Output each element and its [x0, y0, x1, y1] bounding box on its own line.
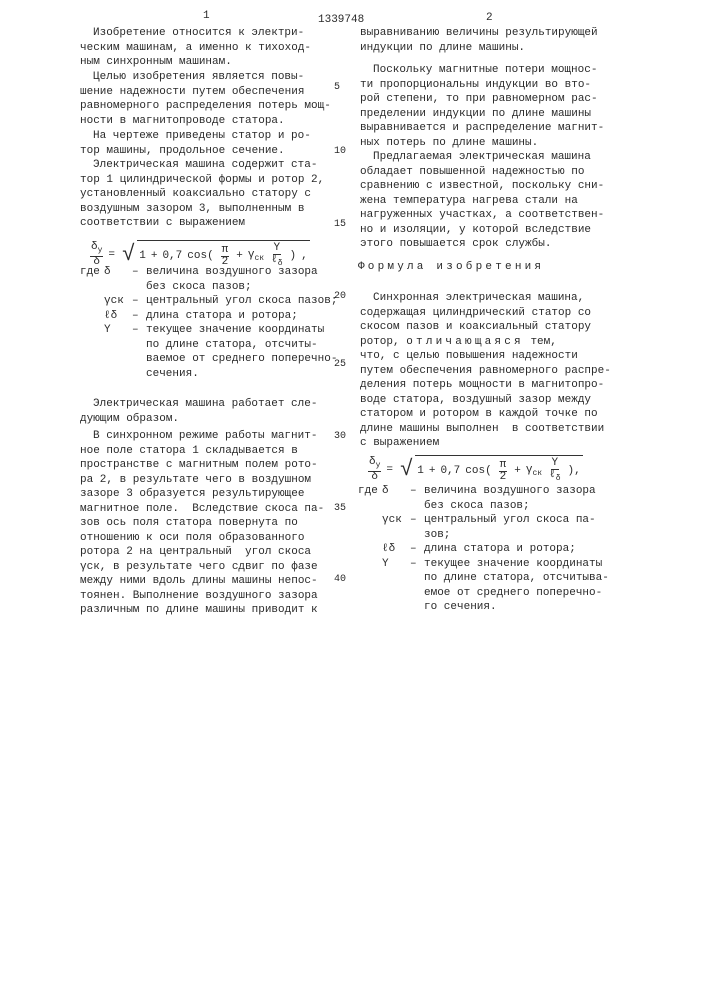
text-line: рой степени, то при равномерном рас- [360, 92, 604, 107]
where-label [80, 323, 104, 338]
definition-text: без скоса пазов; [80, 280, 337, 295]
definitions-left [80, 265, 337, 381]
text-line: сравнению с известной, поскольку сни- [360, 179, 604, 194]
dash: – [132, 309, 146, 324]
text-line: ных потерь по длине машины. [360, 136, 604, 151]
definition-item [358, 513, 609, 528]
sqrt-sign: √ [122, 244, 135, 266]
formula-left: δy δ = √ 1 + 0,7 cos( π 2 + γск Y ℓδ ) , [88, 240, 310, 269]
text-line: с выражением [360, 436, 611, 451]
column-number-right: 2 [486, 12, 493, 24]
text-line: ным синхронным машинам. [80, 55, 311, 70]
definition-text: без скоса пазов; [358, 499, 609, 514]
where-label [358, 557, 382, 572]
text-line: этого повышается срок службы. [360, 237, 604, 252]
definition-text: величина воздушного зазора [146, 265, 318, 280]
definition-text: по длине статора, отсчитыва- [358, 571, 609, 586]
where-label [80, 309, 104, 324]
text-line: Электрическая машина содержит ста- [80, 158, 324, 173]
definition-text: сечения. [80, 367, 337, 382]
text-line: Синхронная электрическая машина, [360, 291, 591, 306]
claim-text [360, 291, 591, 335]
formula-right: δy δ = √ 1 + 0,7 cos( π 2 + γск Y ℓδ ), [366, 455, 583, 484]
text-line: пределении индукции по длине машины [360, 107, 604, 122]
definition-text: длина статора и ротора; [146, 309, 298, 324]
fraction: δy δ [90, 242, 103, 268]
text-line: путем обеспечения равномерного распре- [360, 364, 611, 379]
definition-text: длина статора и ротора; [424, 542, 576, 557]
text-line: жена температура нагрева стали на [360, 194, 604, 209]
line-number: 35 [334, 503, 346, 514]
paragraph [80, 26, 311, 70]
definition-text: зов; [358, 528, 609, 543]
text-line: выравниванию величины результирующей [360, 26, 598, 41]
text-line: магнитное поле. Вследствие скоса па- [80, 502, 324, 517]
text-line: различным по длине машины приводит к [80, 603, 324, 618]
where-label: где [358, 484, 382, 499]
paragraph [80, 429, 324, 618]
column-number-left: 1 [203, 10, 210, 22]
dash: – [132, 265, 146, 280]
definition-item [358, 557, 609, 572]
text-line: тоянен. Выполнение воздушного зазора [80, 589, 324, 604]
symbol: ℓδ [382, 542, 410, 557]
text-line: На чертеже приведены статор и ро- [80, 129, 311, 144]
text-line: Изобретение относится к электри- [80, 26, 311, 41]
text-line: дующим образом. [80, 412, 317, 427]
line-number: 15 [334, 219, 346, 230]
definition-item [80, 265, 337, 280]
dash: – [410, 557, 424, 572]
definitions-right [358, 484, 609, 615]
text-line: выравнивается и распределение магнит- [360, 121, 604, 136]
paragraph [360, 150, 604, 252]
definition-text: по длине статора, отсчиты- [80, 338, 337, 353]
line-number: 20 [334, 291, 346, 302]
text-line: Электрическая машина работает сле- [80, 397, 317, 412]
claim-text [360, 349, 611, 451]
where-label [80, 294, 104, 309]
paragraph [80, 158, 324, 231]
paragraph [80, 129, 311, 158]
text-line: равномерного распределения потерь мощ- [80, 99, 331, 114]
text-line: между ними вдоль длины машины непос- [80, 574, 324, 589]
text-line: Предлагаемая электрическая машина [360, 150, 604, 165]
text-line: Поскольку магнитные потери мощнос- [360, 63, 604, 78]
text-line: отношению к оси поля образованного [80, 531, 324, 546]
text-line: скосом пазов и коаксиальный статору [360, 320, 591, 335]
definition-item [80, 323, 337, 338]
paragraph [80, 70, 331, 128]
text-line: ротора 2 на центральный угол скоса [80, 545, 324, 560]
text-line: установленный коаксиально статору с [80, 187, 324, 202]
definition-text: центральный угол скоса пазов; [146, 294, 337, 309]
text-line: тор 1 цилиндрической формы и ротор 2, [80, 173, 324, 188]
where-label [358, 513, 382, 528]
paragraph [80, 397, 317, 426]
text-line: зов ось поля статора повернута по [80, 516, 324, 531]
definition-text: го сечения. [358, 600, 609, 615]
text-line: ное поле статора 1 складывается в [80, 444, 324, 459]
dash: – [132, 323, 146, 338]
text-line: пространстве с магнитным полем рото- [80, 458, 324, 473]
text-line: ти пропорциональны индукции во вто- [360, 78, 604, 93]
text-line: нагруженных участках, а соответствен- [360, 208, 604, 223]
fraction: δy δ [368, 457, 381, 483]
definition-item [358, 542, 609, 557]
definition-text: ваемое от среднего поперечно- [80, 352, 337, 367]
text-line: содержащая цилиндрический статор со [360, 306, 591, 321]
text-line: статором и ротором в каждой точке по [360, 407, 611, 422]
dash: – [410, 513, 424, 528]
text-line: тор машины, продольное сечение. [80, 144, 311, 159]
dash: – [132, 294, 146, 309]
text-line: шение надежности путем обеспечения [80, 85, 331, 100]
text-line: воздушным зазором 3, выполненным в [80, 202, 324, 217]
text-line: зазоре 3 образуется результирующее [80, 487, 324, 502]
paragraph [360, 26, 598, 55]
where-label: где [80, 265, 104, 280]
symbol: γск [104, 294, 132, 309]
patent-number: 1339748 [318, 14, 364, 26]
text-line: ческим машинам, а именно к тихоход- [80, 41, 311, 56]
text-line: γск, в результате чего сдвиг по фазе [80, 560, 324, 575]
definition-item [358, 484, 609, 499]
text-line: обладает повышенной надежностью по [360, 165, 604, 180]
dash: – [410, 484, 424, 499]
line-number: 10 [334, 146, 346, 157]
symbol: δ [382, 484, 410, 499]
claim-line: ротор, отличающаяся тем, [360, 335, 557, 350]
text-line: что, с целью повышения надежности [360, 349, 611, 364]
definition-text: центральный угол скоса па- [424, 513, 596, 528]
definition-item [80, 309, 337, 324]
claims-heading: Формула изобретения [358, 261, 544, 273]
paragraph [360, 63, 604, 150]
text-line: индукции по длине машины. [360, 41, 598, 56]
dash: – [410, 542, 424, 557]
symbol: γск [382, 513, 410, 528]
text-line: В синхронном режиме работы магнит- [80, 429, 324, 444]
text-line: деления потерь мощности в магнитопро- [360, 378, 611, 393]
line-number: 30 [334, 431, 346, 442]
definition-text: емое от среднего поперечно- [358, 586, 609, 601]
sqrt-sign: √ [400, 459, 413, 481]
text-line: но и изоляции, у которой вследствие [360, 223, 604, 238]
symbol: Y [104, 323, 132, 338]
definition-text: текущее значение координаты [424, 557, 602, 572]
text-line: ра 2, в результате чего в воздушном [80, 473, 324, 488]
text-line: длине машины выполнен в соответствии [360, 422, 611, 437]
line-number: 5 [334, 82, 340, 93]
symbol: Y [382, 557, 410, 572]
definition-text: величина воздушного зазора [424, 484, 596, 499]
text-line: ности в магнитопроводе статора. [80, 114, 331, 129]
symbol: δ [104, 265, 132, 280]
text-line: воде статора, воздушный зазор между [360, 393, 611, 408]
text-line: соответствии с выражением [80, 216, 324, 231]
definition-text: текущее значение координаты [146, 323, 324, 338]
text-line: Целью изобретения является повы- [80, 70, 331, 85]
line-number: 40 [334, 574, 346, 585]
symbol: ℓδ [104, 309, 132, 324]
line-number: 25 [334, 359, 346, 370]
where-label [358, 542, 382, 557]
definition-item [80, 294, 337, 309]
